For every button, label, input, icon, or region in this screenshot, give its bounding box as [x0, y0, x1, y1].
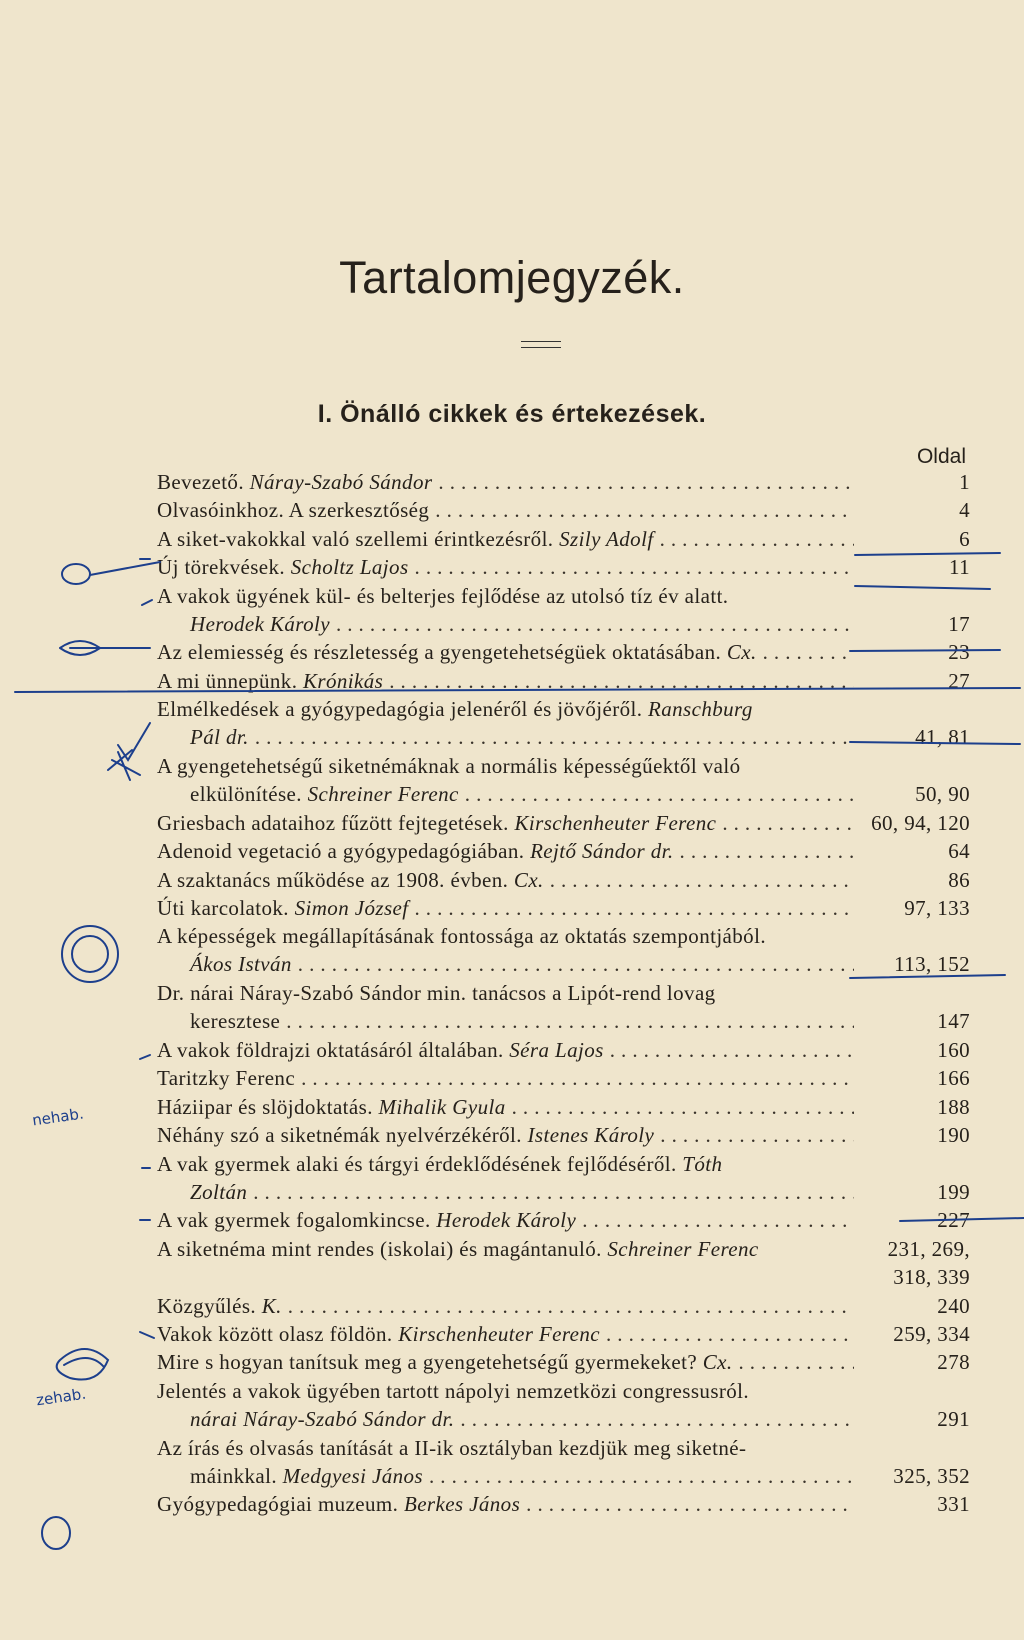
pen-circle [62, 926, 118, 982]
dot-leader [582, 1208, 854, 1233]
entry-author: Schreiner Ferenc [307, 782, 459, 806]
toc-entry [140, 1492, 970, 1520]
toc-line [140, 669, 970, 697]
dot-leader [660, 1123, 854, 1148]
toc-line [140, 1492, 970, 1520]
entry-title [157, 697, 753, 722]
toc-line [140, 1294, 970, 1322]
entry-title [190, 952, 292, 977]
entry-author: Ranschburg [648, 697, 753, 722]
toc-entry [140, 896, 970, 924]
toc-entry [140, 470, 970, 498]
entry-text: Gyógypedagógiai muzeum. [157, 1492, 404, 1517]
entry-author: K. [261, 1293, 282, 1318]
page-number: 23 [948, 640, 970, 665]
entry-title [190, 612, 330, 637]
entry-title [157, 868, 544, 893]
entry-title [157, 981, 716, 1006]
entry-author: Rejtő Sándor dr. [530, 839, 674, 864]
toc-line [140, 725, 970, 753]
entry-text: Griesbach adataihoz fűzött fejtegetések. [157, 810, 515, 835]
page-number: 41, 81 [915, 725, 970, 750]
toc-entry [140, 1095, 970, 1123]
entry-title [190, 782, 459, 807]
toc-line [140, 1009, 970, 1037]
toc-line [140, 1265, 970, 1293]
toc-line [140, 1038, 970, 1066]
toc-entry [140, 1123, 970, 1151]
entry-title [157, 924, 766, 949]
toc-entry [140, 981, 970, 1037]
toc-entry [140, 839, 970, 867]
toc-entry [140, 1350, 970, 1378]
entry-title [157, 1152, 722, 1177]
entry-text: A gyengetehetségű siketnémáknak a normális képességűektől való [157, 754, 741, 778]
toc-line [140, 839, 970, 867]
page-column-header: Oldal [916, 445, 966, 468]
page-number: 190 [937, 1123, 970, 1148]
toc-line [140, 555, 970, 583]
entry-text: Dr. nárai Náray-Szabó Sándor min. tanácsos a Lipót-rend lovag [157, 981, 716, 1006]
entry-title [157, 1379, 749, 1404]
toc-line [140, 1350, 970, 1378]
dot-leader [414, 896, 854, 921]
entry-title [157, 1237, 759, 1262]
dot-leader [429, 1464, 854, 1489]
entry-author: Scholtz Lajos [290, 555, 409, 580]
entry-text: A vak gyermek fogalomkincse. [157, 1208, 437, 1233]
entry-text: keresztese [190, 1009, 281, 1034]
entry-title [190, 725, 249, 750]
entry-title [157, 584, 728, 609]
dot-leader [298, 952, 854, 977]
entry-text: Az elemiesség és részletesség a gyengetehetségüek oktatásában. [157, 640, 727, 665]
entry-author: Ákos István [190, 952, 292, 977]
pen-circle [42, 1517, 70, 1549]
pen-scribble-icon [60, 641, 150, 655]
entry-title [157, 1038, 604, 1063]
entry-title [157, 470, 432, 495]
toc-line [140, 1436, 970, 1464]
entry-author: Istenes Károly [527, 1123, 655, 1148]
entry-text: Úti karcolatok. [157, 896, 295, 920]
page-number: 86 [948, 867, 970, 892]
entry-author: Cx. [513, 867, 544, 892]
toc-entry [140, 1379, 970, 1435]
entry-author: Medgyesi János [282, 1463, 423, 1488]
toc-line [140, 782, 970, 810]
toc-entry [140, 1322, 970, 1350]
toc-line [140, 1379, 970, 1407]
toc-line [140, 1123, 970, 1151]
dot-leader [610, 1038, 854, 1063]
handwritten-note: zehab. [34, 1384, 88, 1410]
dot-leader [550, 868, 854, 893]
entry-title [157, 1095, 506, 1120]
entry-author: Krónikás [303, 668, 384, 693]
toc-line [140, 1407, 970, 1435]
entry-title [157, 1208, 576, 1233]
dot-leader [460, 1407, 854, 1432]
entry-author: Séra Lajos [509, 1038, 604, 1062]
dot-leader [253, 1180, 854, 1205]
pen-scribble-icon [57, 1349, 108, 1380]
entry-title [157, 1322, 600, 1347]
entry-author: Mihalik Gyula [378, 1094, 506, 1119]
entry-author: Náray-Szabó Sándor [249, 470, 433, 494]
entry-text: A mi ünnepünk. [157, 668, 303, 693]
toc-line [140, 1180, 970, 1208]
toc-line [140, 1464, 970, 1492]
toc-entry [140, 1436, 970, 1492]
entry-title [190, 1464, 423, 1489]
entry-title [157, 1066, 295, 1091]
dot-leader [738, 1350, 854, 1375]
entry-author: Pál dr. [190, 725, 249, 750]
dot-leader [763, 640, 854, 665]
entry-text: A vakok földrajzi oktatásáról általában. [157, 1038, 510, 1062]
page-number: 1 [959, 470, 970, 494]
toc-line [140, 640, 970, 668]
page-number: 6 [959, 526, 970, 551]
entry-title [157, 498, 429, 523]
entry-title [157, 1436, 746, 1461]
page-number: 17 [948, 611, 970, 636]
toc-entry [140, 1208, 970, 1236]
page-number: 147 [937, 1009, 970, 1034]
entry-title [157, 1350, 732, 1375]
toc-line [140, 981, 970, 1009]
page-number: 331 [937, 1492, 970, 1517]
entry-author: Cx. [726, 640, 757, 665]
entry-text: Elmélkedések a gyógypedagógia jelenéről és jövőjéről. [157, 697, 649, 722]
page-number: 188 [937, 1094, 970, 1119]
entry-title [157, 754, 740, 779]
toc-line [140, 612, 970, 640]
dot-leader [336, 612, 854, 637]
entry-title [157, 555, 409, 580]
entry-author: nárai Náray-Szabó Sándor dr. [190, 1406, 455, 1431]
dot-leader [512, 1095, 854, 1120]
entry-text: A vakok ügyének kül- és belterjes fejlődése az utolsó tíz év alatt. [157, 583, 729, 608]
entry-title [190, 1407, 454, 1432]
page-number: 240 [937, 1293, 970, 1318]
dot-leader [288, 1294, 854, 1319]
page-number: 259, 334 [893, 1322, 970, 1346]
entry-author: Herodek Károly [436, 1208, 577, 1233]
entry-text: Néhány szó a siketnémák nyelvérzékéről. [157, 1123, 528, 1148]
page-number: 60, 94, 120 [871, 810, 970, 835]
toc-entry [140, 498, 970, 526]
toc-line [140, 1095, 970, 1123]
toc-entry [140, 1294, 970, 1322]
toc-line [140, 1152, 970, 1180]
page-number: 325, 352 [893, 1463, 970, 1488]
toc-line [140, 584, 970, 612]
page-number: 318, 339 [893, 1264, 970, 1289]
toc-line [140, 1322, 970, 1350]
entry-text: Olvasóinkhoz. A szerkesztőség [157, 498, 430, 523]
page-number: 278 [937, 1350, 970, 1375]
toc-entry [140, 527, 970, 555]
entry-title [157, 1492, 520, 1517]
toc-line [140, 697, 970, 725]
entry-title [157, 1123, 654, 1148]
entry-author: Herodek Károly [190, 611, 330, 636]
page-number: 160 [937, 1038, 970, 1062]
toc-entry [140, 1152, 970, 1208]
page-number: 11 [948, 555, 970, 580]
entry-text: Bevezető. [157, 470, 250, 494]
toc-line [140, 470, 970, 498]
toc-entry [140, 924, 970, 980]
toc-entry [140, 811, 970, 839]
dot-leader [606, 1322, 854, 1347]
entry-title [157, 1294, 282, 1319]
dot-leader [465, 782, 854, 807]
section-heading: I. Önálló cikkek és értekezések. [317, 400, 707, 428]
entry-author: Tóth [682, 1151, 723, 1176]
entry-author: Kirschenheuter Ferenc [514, 810, 717, 835]
entry-title [190, 1180, 247, 1205]
entry-text: máinkkal. [190, 1463, 283, 1488]
entry-title [157, 811, 716, 836]
entry-text: A szaktanács működése az 1908. évben. [157, 867, 514, 892]
entry-text: A siketnéma mint rendes (iskolai) és magántanuló. [157, 1236, 608, 1261]
entry-text: A vak gyermek alaki és tárgyi érdeklődésének fejlődéséről. [157, 1151, 683, 1176]
entry-text: Háziipar és slöjdoktatás. [157, 1094, 379, 1119]
dot-leader [435, 498, 854, 523]
page-number: 199 [937, 1179, 970, 1204]
toc-line [140, 527, 970, 555]
toc-line [140, 924, 970, 952]
page-number: 227 [937, 1208, 970, 1233]
dot-leader [660, 527, 854, 552]
dot-leader [389, 669, 854, 694]
entry-text: Taritzky Ferenc [157, 1066, 296, 1091]
dot-leader [722, 811, 854, 836]
entry-author: Schreiner Ferenc [607, 1236, 759, 1261]
pen-scribble-icon [108, 750, 140, 780]
pen-circle [62, 564, 90, 584]
entry-text: A képességek megállapításának fontossága az oktatás szempontjából. [157, 924, 766, 949]
entry-text: A siket-vakokkal való szellemi érintkezésről. [157, 526, 560, 551]
toc-entry [140, 1066, 970, 1094]
toc-entry [140, 697, 970, 753]
entry-title [157, 839, 674, 864]
dot-leader [286, 1009, 854, 1034]
toc-line [140, 896, 970, 924]
page-number: 166 [937, 1066, 970, 1091]
page-number: 231, 269, [887, 1236, 970, 1261]
toc-line [140, 498, 970, 526]
page-number: 64 [948, 839, 970, 864]
page-number: 50, 90 [915, 782, 970, 806]
dot-leader [301, 1066, 854, 1091]
toc-entry [140, 754, 970, 810]
page-number: 113, 152 [894, 952, 970, 977]
toc-line [140, 1066, 970, 1094]
toc-line [140, 1237, 970, 1265]
handwritten-note: nehab. [30, 1104, 85, 1130]
entry-text: Közgyűlés. [157, 1293, 262, 1318]
entry-text: Új törekvések. [157, 555, 291, 580]
entry-text: Vakok között olasz földön. [157, 1322, 399, 1346]
entry-author: Zoltán [190, 1179, 248, 1204]
toc-entry [140, 1038, 970, 1066]
toc-line [140, 1208, 970, 1236]
entry-title [157, 640, 757, 665]
dot-leader [415, 555, 854, 580]
page-number: 97, 133 [904, 896, 970, 920]
toc-entry [140, 669, 970, 697]
toc-line [140, 868, 970, 896]
entry-author: Cx. [702, 1350, 733, 1375]
entry-text: elkülönítése. [190, 782, 308, 806]
entry-title [190, 1009, 280, 1034]
entry-title [157, 527, 654, 552]
entry-title [157, 669, 383, 694]
entry-text: Jelentés a vakok ügyében tartott nápolyi nemzetközi congressusról. [157, 1378, 750, 1403]
toc-entry [140, 555, 970, 583]
dot-leader [526, 1492, 854, 1517]
dot-leader [438, 470, 854, 495]
page-number: 27 [948, 668, 970, 693]
title-divider [521, 341, 561, 348]
toc-line [140, 754, 970, 782]
page-title: Tartalomjegyzék. [339, 252, 685, 303]
entry-author: Simon József [294, 896, 409, 920]
entry-author: Berkes János [403, 1492, 521, 1517]
toc-entry [140, 640, 970, 668]
dot-leader [255, 725, 854, 750]
entry-author: Szily Adolf [559, 526, 654, 551]
entry-title [157, 896, 408, 921]
toc-entry [140, 584, 970, 640]
toc-entry [140, 1237, 970, 1293]
dot-leader [680, 839, 854, 864]
entry-text: Mire s hogyan tanítsuk meg a gyengetehetségű gyermekeket? [157, 1350, 703, 1375]
toc-line [140, 811, 970, 839]
entry-author: Kirschenheuter Ferenc [398, 1322, 600, 1346]
toc-line [140, 952, 970, 980]
entry-text: Adenoid vegetació a gyógypedagógiában. [157, 839, 531, 864]
page-number: 4 [959, 498, 970, 523]
page-number: 291 [937, 1406, 970, 1431]
entry-text: Az írás és olvasás tanítását a II-ik osztályban kezdjük meg siketné- [157, 1435, 747, 1460]
toc-entry [140, 868, 970, 896]
